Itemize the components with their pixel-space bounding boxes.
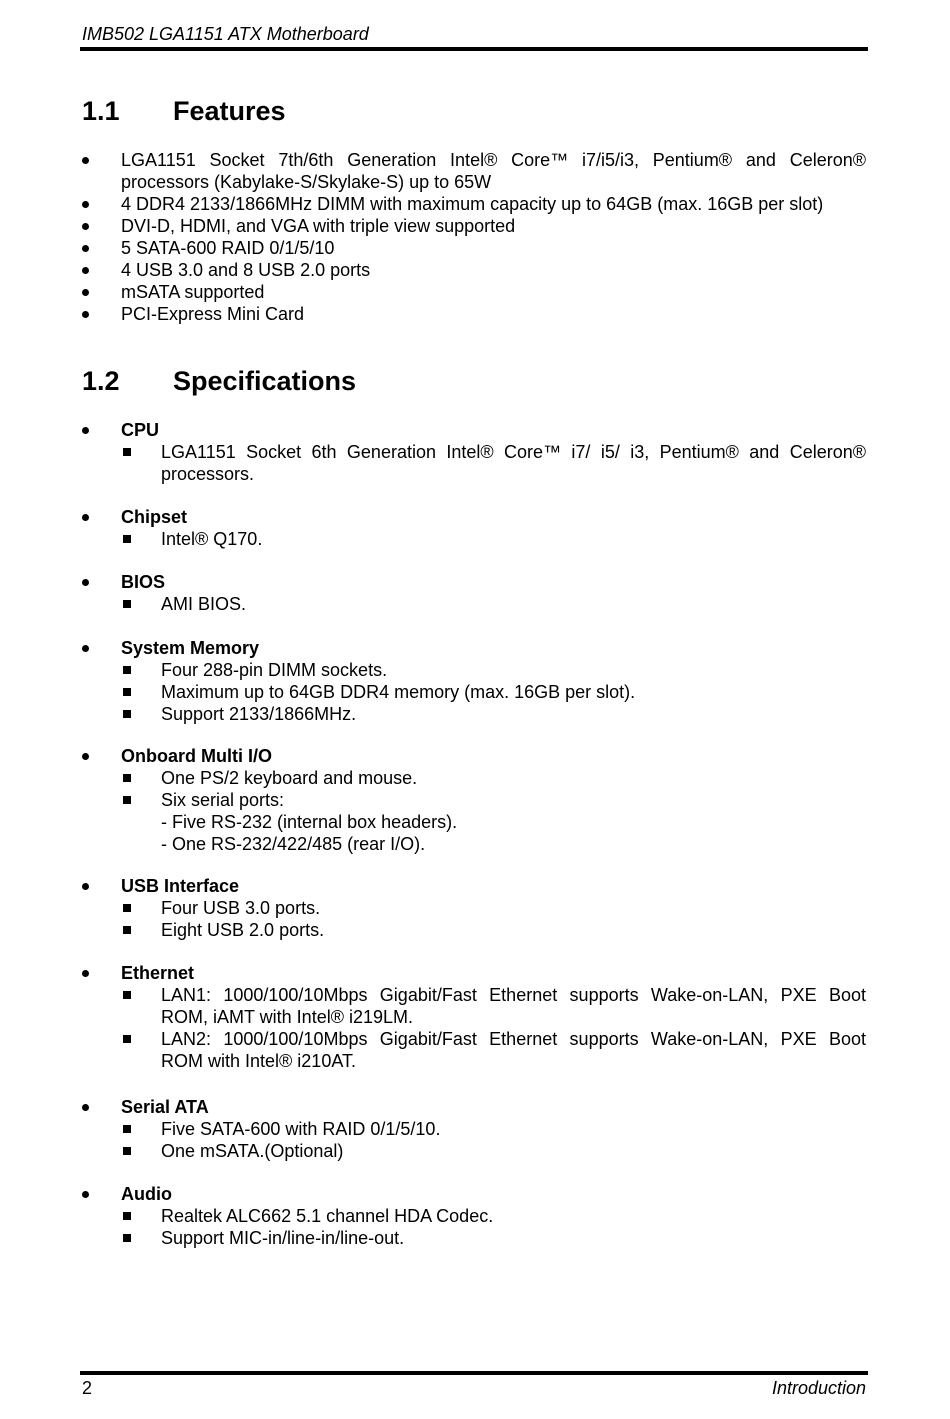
list-item [82,281,866,303]
square-bullet-icon [123,666,131,674]
specifications-title: Specifications [173,366,357,396]
features-heading [82,96,286,127]
spec-label: BIOS [121,572,166,592]
spec-item [82,703,866,725]
spec-label: CPU [121,420,160,440]
spec-bios [82,571,866,615]
page-number: 2 [82,1378,93,1398]
feature-text: 4 DDR4 2133/1866MHz DIMM with maximum capacity up to 64GB (max. 16GB per slot) [121,194,824,214]
spec-heading [82,506,866,528]
list-item [82,259,866,281]
spec-text: LAN2: 1000/100/10Mbps Gigabit/Fast Ethernet supports Wake-on-LAN, PXE Boot [161,1029,866,1049]
page-header-title: IMB502 LGA1151 ATX Motherboard [82,24,369,44]
square-bullet-icon [123,774,131,782]
spec-text: ROM with Intel® i210AT. [161,1051,356,1071]
feature-text: PCI-Express Mini Card [121,304,305,324]
square-bullet-icon [123,710,131,718]
spec-item [82,919,866,941]
spec-text: Four 288-pin DIMM sockets. [161,660,388,680]
spec-label: USB Interface [121,876,240,896]
square-bullet-icon [123,688,131,696]
spec-text: AMI BIOS. [161,594,247,614]
bullet-icon [82,427,89,434]
feature-text: mSATA supported [121,282,265,302]
footer-section-title: Introduction [771,1378,866,1398]
specifications-number: 1.2 [82,366,120,396]
bullet-icon [82,883,89,890]
spec-label: Audio [121,1184,172,1204]
spec-item [82,1227,866,1249]
square-bullet-icon [123,1035,131,1043]
specifications-heading [82,366,356,397]
spec-sata [82,1096,866,1162]
list-item [82,193,866,215]
spec-text: Four USB 3.0 ports. [161,898,321,918]
spec-text: Five SATA-600 with RAID 0/1/5/10. [161,1119,441,1139]
spec-label: Ethernet [121,963,195,983]
square-bullet-icon [123,904,131,912]
square-bullet-icon [123,926,131,934]
footer-rule [80,1371,868,1375]
bullet-icon [82,201,89,208]
list-item [82,149,866,193]
spec-label: Serial ATA [121,1097,209,1117]
feature-text: DVI-D, HDMI, and VGA with triple view supported [121,216,516,236]
square-bullet-icon [123,600,131,608]
spec-heading [82,1183,866,1205]
spec-item [82,1140,866,1162]
bullet-icon [82,514,89,521]
spec-text: Six serial ports: [161,790,285,810]
list-item [82,303,866,325]
bullet-icon [82,223,89,230]
spec-item [82,767,866,789]
spec-heading [82,637,866,659]
spec-label: Chipset [121,507,188,527]
bullet-icon [82,1104,89,1111]
spec-text: Support MIC-in/line-in/line-out. [161,1228,405,1248]
spec-text: One mSATA.(Optional) [161,1141,344,1161]
bullet-icon [82,289,89,296]
spec-heading [82,962,866,984]
bullet-icon [82,157,89,164]
spec-item [82,593,866,615]
square-bullet-icon [123,1125,131,1133]
square-bullet-icon [123,796,131,804]
spec-cpu [82,419,866,485]
square-bullet-icon [123,535,131,543]
spec-usb [82,875,866,941]
bullet-icon [82,970,89,977]
spec-item [82,1118,866,1140]
spec-item [82,681,866,703]
features-title: Features [173,96,286,126]
bullet-icon [82,645,89,652]
spec-heading [82,571,866,593]
bullet-icon [82,311,89,318]
spec-detail: - One RS-232/422/485 (rear I/O). [161,834,426,854]
square-bullet-icon [123,448,131,456]
spec-item [82,1205,866,1227]
spec-text: ROM, iAMT with Intel® i219LM. [161,1007,413,1027]
spec-heading [82,419,866,441]
feature-text: LGA1151 Socket 7th/6th Generation Intel® Core™ i7/i5/i3, Pentium® and Celeron® [121,150,866,170]
spec-memory [82,637,866,725]
spec-item [82,1028,866,1072]
square-bullet-icon [123,1212,131,1220]
spec-text: One PS/2 keyboard and mouse. [161,768,418,788]
spec-heading [82,875,866,897]
header-rule [80,47,868,51]
spec-item [82,659,866,681]
list-item [82,215,866,237]
spec-label: System Memory [121,638,260,658]
spec-item [82,528,866,550]
spec-text: Support 2133/1866MHz. [161,704,357,724]
spec-text: Maximum up to 64GB DDR4 memory (max. 16GB per slot). [161,682,636,702]
square-bullet-icon [123,1147,131,1155]
spec-detail: - Five RS-232 (internal box headers). [161,812,458,832]
bullet-icon [82,267,89,274]
spec-text: Eight USB 2.0 ports. [161,920,325,940]
spec-text: processors. [161,464,255,484]
spec-audio [82,1183,866,1249]
feature-text: processors (Kabylake-S/Skylake-S) up to 65W [121,172,492,192]
square-bullet-icon [123,1234,131,1242]
spec-multi-io [82,745,866,855]
spec-item [82,897,866,919]
spec-item [82,789,866,811]
spec-heading [82,1096,866,1118]
square-bullet-icon [123,991,131,999]
feature-text: 4 USB 3.0 and 8 USB 2.0 ports [121,260,371,280]
spec-ethernet [82,962,866,1072]
bullet-icon [82,753,89,760]
spec-chipset [82,506,866,550]
list-item [82,237,866,259]
feature-text: 5 SATA-600 RAID 0/1/5/10 [121,238,335,258]
spec-text: Intel® Q170. [161,529,263,549]
spec-label: Onboard Multi I/O [121,746,272,766]
bullet-icon [82,245,89,252]
bullet-icon [82,1191,89,1198]
spec-heading [82,745,866,767]
bullet-icon [82,579,89,586]
spec-text: Realtek ALC662 5.1 channel HDA Codec. [161,1206,494,1226]
spec-item [82,984,866,1028]
features-list [82,149,866,325]
spec-text: LAN1: 1000/100/10Mbps Gigabit/Fast Ethernet supports Wake-on-LAN, PXE Boot [161,985,866,1005]
features-number: 1.1 [82,96,120,126]
spec-text: LGA1151 Socket 6th Generation Intel® Core™ i7/ i5/ i3, Pentium® and Celeron® [161,442,866,462]
spec-item [82,441,866,485]
